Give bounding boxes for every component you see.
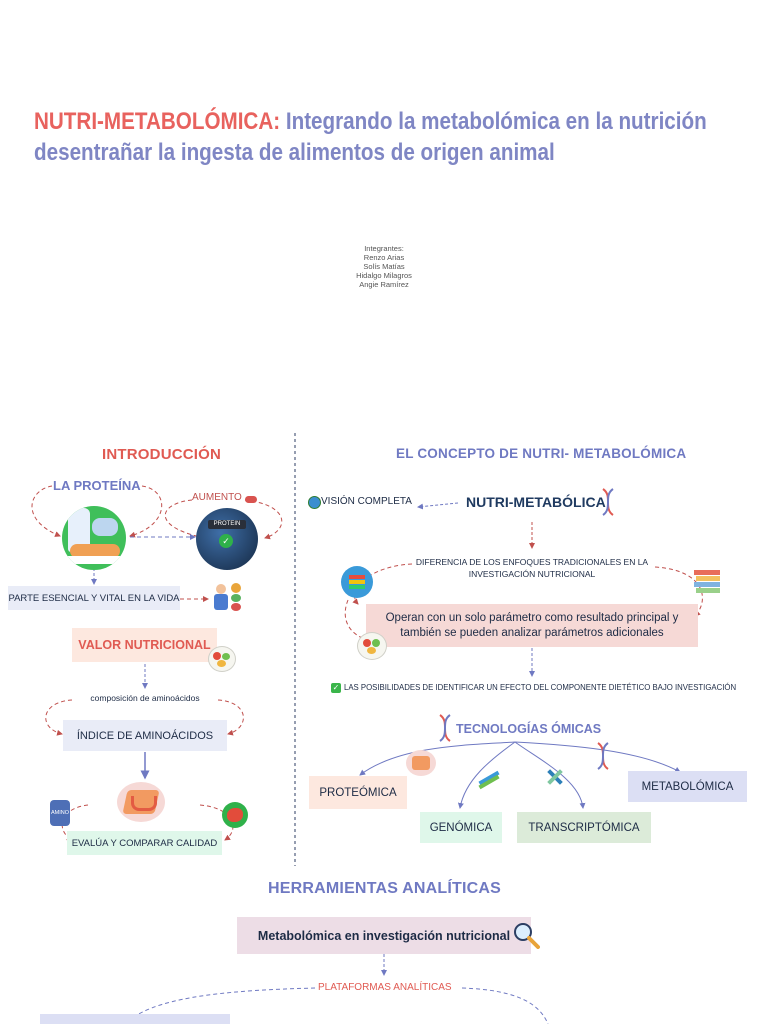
genome-icon xyxy=(476,768,502,790)
omics-title: TECNOLOGÍAS ÓMICAS xyxy=(456,722,602,736)
stack-books-icon xyxy=(694,568,722,596)
omics-proteomics: PROTEÓMICA xyxy=(309,776,407,809)
protein-molecule-icon xyxy=(406,750,436,776)
member-name: Angie Ramírez xyxy=(359,280,409,289)
concept-center: NUTRI-METABÓLICA xyxy=(466,494,606,510)
increase-label: AUMENTO xyxy=(192,492,242,503)
transcript-icon xyxy=(544,766,564,788)
books-icon xyxy=(341,566,373,598)
checkbox-icon: ✓ xyxy=(332,683,340,692)
member-name: Solís Matías xyxy=(363,262,405,271)
omics-transcriptomics: TRANSCRIPTÓMICA xyxy=(517,812,651,843)
title-rest: Integrando la metabolómica en la nutrición xyxy=(285,108,707,135)
member-name: Renzo Arias xyxy=(363,253,405,262)
dna-icon xyxy=(600,488,616,516)
salad-plate-icon xyxy=(357,632,387,660)
aminoacid-composition: composición de aminoácidos xyxy=(90,693,200,703)
protein-badge: PROTEIN xyxy=(208,520,246,529)
amino-can-label: AMINO xyxy=(50,810,70,816)
dna-icon-meta xyxy=(596,742,610,770)
difference-label: DIFERENCIA DE LOS ENFOQUES TRADICIONALES EN LA INVESTIGACIÓN NUTRICIONAL xyxy=(415,557,649,579)
essential-box: PARTE ESENCIAL Y VITAL EN LA VIDA xyxy=(8,586,180,610)
protein-food-icon xyxy=(62,506,126,570)
steak-icon xyxy=(222,802,248,828)
tools-title: HERRAMIENTAS ANALÍTICAS xyxy=(268,880,502,897)
platform-box-partial xyxy=(40,1014,230,1024)
meat-icon xyxy=(245,496,257,503)
plate-icon xyxy=(208,646,236,672)
dna-icon-omics xyxy=(438,714,452,742)
amino-can-icon xyxy=(50,800,70,826)
globe-icon xyxy=(308,496,321,509)
molecule-icon xyxy=(117,782,165,822)
member-name: Hidalgo Milagros xyxy=(356,271,412,280)
protein-globe-icon xyxy=(196,508,258,570)
omics-metabolomics: METABOLÓMICA xyxy=(628,771,747,802)
title-accent: NUTRI-METABOLÓMICA: xyxy=(34,108,281,135)
intro-title: INTRODUCCIÓN xyxy=(102,446,222,463)
check-icon: ✓ xyxy=(219,534,233,548)
possibilities-label: LAS POSIBILIDADES DE IDENTIFICAR UN EFECTO DEL COMPONENTE DIETÉTICO BAJO INVESTIGACIÓN xyxy=(344,683,737,692)
omics-genomics: GENÓMICA xyxy=(420,812,502,843)
protein-label: LA PROTEÍNA xyxy=(53,478,141,493)
evaluate-box: EVALÚA Y COMPARAR CALIDAD xyxy=(67,831,222,855)
title-line2: desentrañar la ingesta de alimentos de origen animal xyxy=(34,139,555,166)
aminoacid-index-box: ÍNDICE DE AMINOÁCIDOS xyxy=(63,720,227,751)
person-food-icon xyxy=(214,582,242,612)
members-list xyxy=(300,244,468,289)
nutritional-value-box: VALOR NUTRICIONAL xyxy=(72,628,217,662)
tools-box: Metabolómica en investigación nutricional xyxy=(237,917,531,954)
magnifier-icon xyxy=(512,921,540,949)
concept-title: EL CONCEPTO DE NUTRI- METABOLÓMICA xyxy=(396,446,687,461)
operate-box: Operan con un solo parámetro como resultado principal y también se pueden analizar parámetros adicionales xyxy=(366,604,698,647)
members-label: Integrantes: xyxy=(364,244,404,253)
page-title xyxy=(34,106,735,168)
full-vision-label: VISIÓN COMPLETA xyxy=(321,496,412,507)
platforms-label: PLATAFORMAS ANALÍTICAS xyxy=(318,982,452,993)
